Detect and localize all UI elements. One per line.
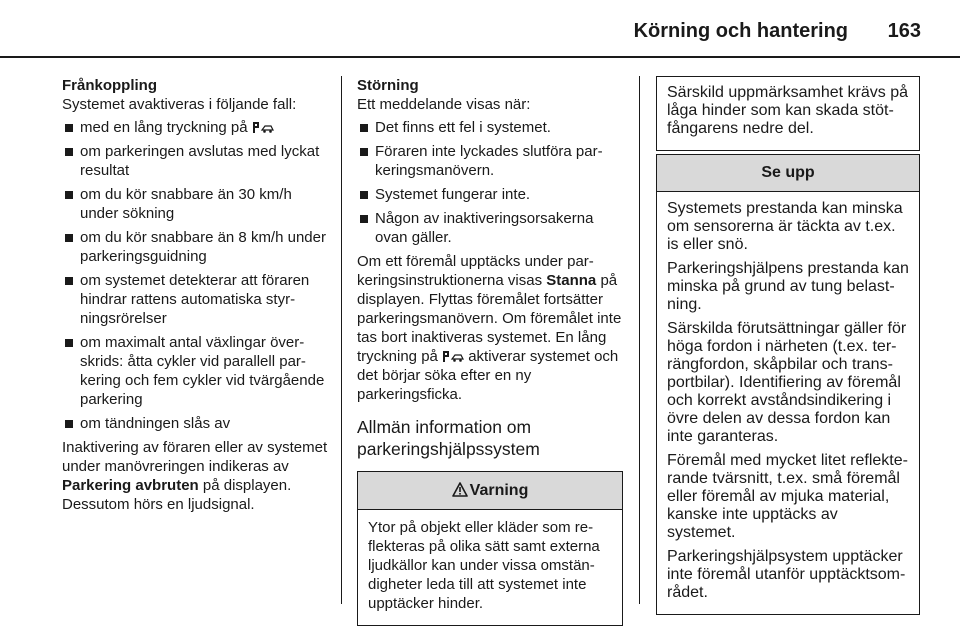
list-item: med en lång tryckning på (62, 118, 330, 137)
caution-box (656, 154, 920, 615)
caution-paragraph: Parkeringshjälpsystem upptäcker inte föremål utanför upptäcktsområdet. (667, 548, 906, 601)
list-item: om du kör snabbare än 8 km/h under parkeringsguidning (62, 228, 330, 266)
list-item: Någon av inaktiveringsorsakerna ovan gäller. (357, 209, 623, 247)
deactivation-list (62, 118, 330, 433)
section-subheading: Störning (357, 77, 419, 94)
park-assist-icon (252, 121, 274, 134)
caution-box-header: Se upp (657, 155, 919, 192)
caution-paragraph: Parkeringshjälpens prestanda kan minska på grund av tung belastning. (667, 260, 909, 313)
caution-box-body (657, 192, 919, 614)
warning-box-header: Varning (358, 472, 622, 510)
bullet-icon (65, 339, 73, 347)
column-left (62, 76, 330, 518)
section-subheading: Frånkoppling (62, 77, 157, 94)
page-number: 163 (887, 20, 921, 42)
bullet-icon (360, 191, 368, 199)
bullet-icon (360, 148, 368, 156)
note-box (656, 76, 920, 151)
bullet-icon (65, 234, 73, 242)
column-middle (357, 76, 623, 626)
column-divider (341, 76, 342, 604)
intro-text: Ett meddelande visas när: (357, 96, 531, 113)
display-message-cancelled: Parkering avbruten (62, 477, 199, 494)
list-item: om tändningen slås av (62, 414, 330, 433)
display-message-stop: Stanna (546, 272, 597, 289)
column-divider (639, 76, 640, 604)
header-divider (0, 56, 960, 58)
warning-triangle-icon (452, 482, 468, 497)
bullet-icon (65, 148, 73, 156)
list-item: Föraren inte lyckades slutföra parkeringsmanövern. (357, 142, 623, 180)
list-item: om parkeringen avslutas med lyckat resultat (62, 142, 330, 180)
warning-box-body: Ytor på objekt eller kläder som reflekteras på olika sätt samt externa ljudkällor kan under vissa omständigheter leda till att systemet inte upptäcker hinder. (368, 519, 600, 612)
caution-paragraph: Systemets prestanda kan minska om sensorerna är täckta av t.ex. is eller snö. (667, 200, 903, 253)
caution-paragraph: Föremål med mycket litet reflekterande tvärsnitt, t.ex. små föremål eller föremål av mjuka material, kanske inte upptäcks av systemet. (667, 452, 908, 541)
section-heading: Allmän information om parkeringshjälpssystem (357, 417, 540, 459)
warning-box (357, 471, 623, 626)
list-item: Det finns ett fel i systemet. (357, 118, 623, 137)
header-title: Körning och hantering (633, 20, 848, 42)
obstacle-paragraph: Om ett föremål upptäcks under parkeringsinstruktionerna visas Stanna på displayen. Flyttas föremålet fortsätter parkeringsmanövern. Om föremålet inte tas bort inaktiveras systemet. En lång tryckning på aktiverar systemet och det börjar söka efter en ny parkeringsficka. (357, 253, 622, 403)
bullet-icon (360, 124, 368, 132)
caution-paragraph: Särskilda förutsättningar gäller för höga fordon i närheten (t.ex. terrängfordon, skåpbilar och transportbilar). Identifiering av föremål och korrekt avståndsindikering i övre delen av dessa fordon kan inte garanteras. (667, 320, 907, 445)
page-header (0, 0, 960, 58)
bullet-icon (65, 124, 73, 132)
note-box-body: Särskild uppmärksamhet krävs på låga hinder som kan skada stötfångarens nedre del. (667, 84, 908, 137)
list-item: om systemet detekterar att föraren hindrar rattens automatiska styrningsrörelser (62, 271, 330, 328)
park-assist-icon (442, 350, 464, 363)
bullet-icon (65, 191, 73, 199)
bullet-icon (65, 420, 73, 428)
list-item: om maximalt antal växlingar överskrids: åtta cykler vid parallell parkering och fem cykler vid tvärgående parkering (62, 333, 330, 409)
fault-list (357, 118, 623, 247)
bullet-icon (360, 215, 368, 223)
list-item: Systemet fungerar inte. (357, 185, 623, 204)
intro-text: Systemet avaktiveras i följande fall: (62, 96, 297, 113)
list-item: om du kör snabbare än 30 km/h under sökning (62, 185, 330, 223)
deactivation-outro: Inaktivering av föraren eller av systemet under manövreringen indikeras av Parkering avbruten på displayen. Dessutom hörs en ljudsignal. (62, 439, 328, 513)
bullet-icon (65, 277, 73, 285)
